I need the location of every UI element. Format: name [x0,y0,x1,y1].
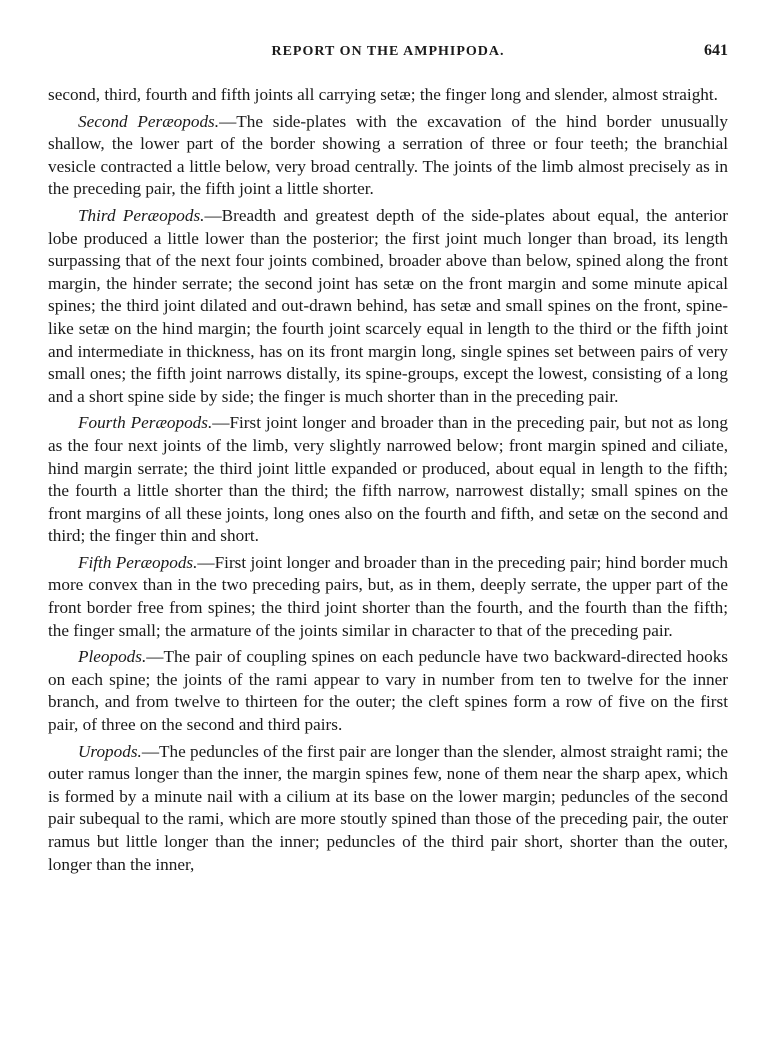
body-text [48,84,728,876]
paragraph-fifth-peraeopods [48,552,728,642]
paragraph-continuation [48,84,728,107]
page-number: 641 [704,42,728,59]
paragraph-body: second, third, fourth and fifth joints all carrying setæ; the finger long and slender, almost straight. [48,85,718,104]
paragraph-pleopods [48,646,728,736]
paragraph-body: —The pair of coupling spines on each peduncle have two backward-directed hooks on each spine; the joints of the rami appear to vary in number from ten to twelve for the inner branch, and from twelve to thirteen for the outer; the cleft spines form a row of five on the first pair, of three on the second and third pairs. [48,647,728,735]
running-header [48,40,728,66]
paragraph-heading: Uropods. [78,741,142,761]
paragraph-uropods [48,741,728,877]
paragraph-fourth-peraeopods [48,412,728,548]
paragraph-body: —The peduncles of the first pair are longer than the slender, almost straight rami; the outer ramus longer than the inner, the margin spines few, none of them near the sharp apex, which is formed by a minute nail with a cilium at its base on the lower margin; peduncles of the second pair subequal to the rami, which are more stoutly spined than those of the preceding pair, the outer ramus but little longer than the inner; peduncles of the third pair short, shorter than the outer, longer than the inner, [48,741,728,874]
paragraph-body: —First joint longer and broader than in the preceding pair, but not as long as the four next joints of the limb, very slightly narrowed below; front margin spined and ciliate, hind margin serrate; the third joint little expanded or produced, about equal in length to the fifth; the fourth a little shorter than the third; the fifth narrow, narrowest distally; small spines on the front margins of all these joints, long ones also on the fourth and fifth, and setæ on the second and third; the finger thin and short. [48,413,728,546]
paragraph-heading: Third Peræopods. [78,205,205,225]
paragraph-body: —Breadth and greatest depth of the side-plates about equal, the anterior lobe produced a little lower than the posterior; the first joint much longer than broad, its length surpassing that of the next four joints combined, broader above than below, spined along the front margin, the hinder serrate; the second joint has setæ on the front margin and some minute apical spines; the third joint dilated and out-drawn behind, has setæ and small spines on the front, spine-like setæ on the hind margin; the fourth joint scarcely equal in length to the third or the fifth joint and intermediate in thickness, has on its front margin long, single spines set between pairs of very small ones; the fifth joint narrows distally, its spine-groups, except the lowest, consisting of a long and a short spine side by side; the finger is much shorter than in the preceding pair. [48,205,728,406]
paragraph-heading: Fourth Peræopods. [78,413,213,433]
running-title: REPORT ON THE AMPHIPODA. [271,44,505,59]
document-page [48,40,728,876]
paragraph-body: —First joint longer and broader than in the preceding pair; hind border much more convex than in the two preceding pairs, but, as in them, deeply serrate, the upper part of the front border free from spines; the third joint shorter than the fourth, and the fourth than the fifth; the finger small; the armature of the joints similar in character to that of the preceding pair. [48,552,728,640]
paragraph-third-peraeopods [48,205,728,408]
paragraph-heading: Second Peræopods. [78,111,220,131]
paragraph-heading: Fifth Peræopods. [78,552,198,572]
paragraph-heading: Pleopods. [78,647,147,667]
paragraph-body: —The side-plates with the excavation of the hind border unusually shallow, the lower part of the border showing a serration of three or four teeth; the branchial vesicle contracted a little below, very broad centrally. The joints of the limb almost precisely as in the preceding pair, the fifth joint a little shorter. [48,111,729,199]
paragraph-second-peraeopods [48,111,728,201]
